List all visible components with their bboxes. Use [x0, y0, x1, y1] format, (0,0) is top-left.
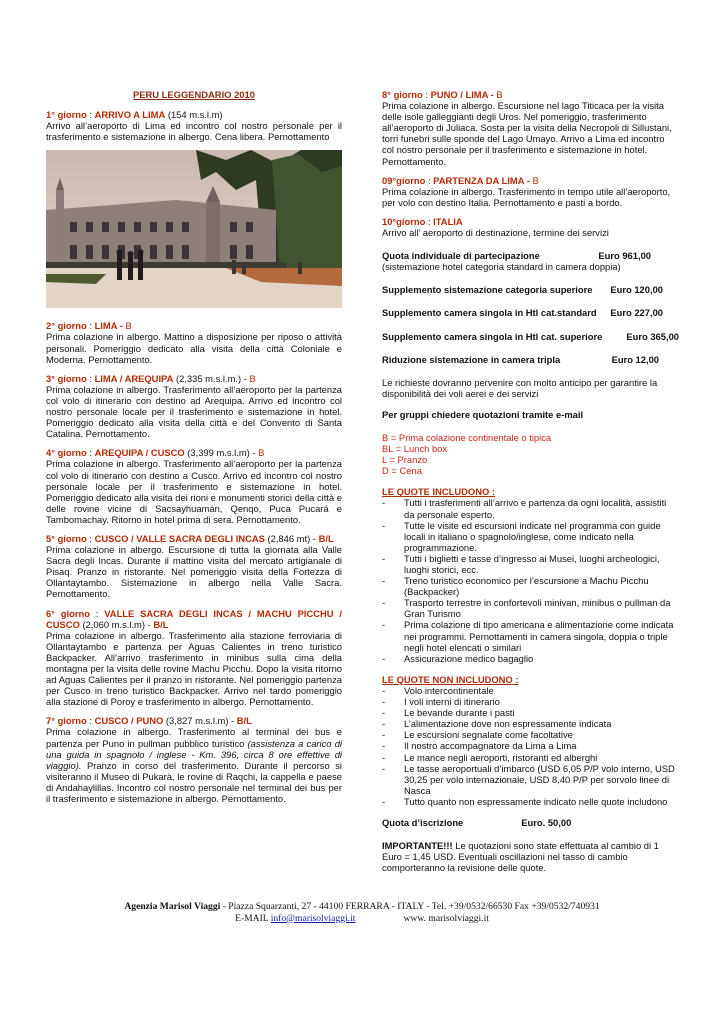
list-item: - Assicurazione medico bagaglio — [382, 653, 679, 664]
legend-item: B = Prima colazione continentale o tipica — [382, 431, 552, 443]
day-1-text: Arrivo all’aeroporto di Lima ed incontro col nostro personale per il trasferimento e sistemazione in albergo. Cena libera. Pernottamento — [46, 120, 342, 143]
list-item: - Le tasse aeroportuali d’imbarco (USD 6,05 P/P volo interno, USD 30,25 per volo internazionale, USD 8,40 P/P per sorvolo linee di Nasca — [382, 763, 679, 796]
includes-heading: LE QUOTE INCLUDONO : — [382, 486, 496, 498]
important-note: IMPORTANTE!!! Le quotazioni sono state effettuata al cambio di 1 Euro = 1,45 USD. Eventuali oscillazioni nel tasso di cambio comporteranno la revisione delle quote. — [382, 840, 659, 874]
list-item: - Le escursioni segnalate come facoltative — [382, 729, 679, 740]
day-4-text: Prima colazione in albergo. Trasferimento all’aeroporto per la partenza col volo di itinerario con destino a Cusco. Arrivo ed incontro col nostro personale locale per il trasferimento e sistemazione in hotel. Pomeriggio dedicato alla visita dei rioni e monumenti storici della città e delle rovine vicine di Sacsayhuamán, Qenqo, Puca Pucará e Tambomachay. Ritorno in hotel prima di sera. Pernottamento. — [46, 458, 342, 525]
day-4 — [46, 447, 342, 525]
email-link[interactable]: info@marisolviaggi.it — [270, 912, 356, 924]
groups-note: Per gruppi chiedere quotazioni tramite e-mail — [382, 408, 584, 420]
day-10-text: Arrivo all’ aeroporto di destinazione, termine dei servizi — [382, 227, 609, 239]
list-item: - Il nostro accompagnatore da Lima a Lima — [382, 740, 679, 751]
footer — [0, 901, 724, 924]
day-9 — [382, 175, 679, 208]
price-note: (sistemazione hotel categoria standard in camera doppia) — [382, 261, 621, 273]
day-2-text: Prima colazione in albergo. Mattino a disposizione per riposo o attività personali. Pomeriggio dedicato alla visita della città Coloniale e Moderna. Pernottamento. — [46, 331, 342, 365]
supplement-row: Supplemento sistemazione categoria superiore Euro 120,00 — [382, 284, 663, 296]
legend-item: D = Cena — [382, 465, 422, 477]
day-9-text: Prima colazione in albergo. Trasferimento in tempo utile all’aeroporto, per volo con destino Italia. Pernottamento e pasti a bordo. — [382, 185, 671, 208]
day-2-heading: 2° giorno : LIMA - B — [46, 320, 132, 332]
list-item: - I voli interni di itinerario — [382, 696, 679, 707]
includes-list — [382, 497, 679, 663]
lima-palace-photo — [46, 150, 342, 308]
day-8-heading: 8° giorno : PUNO / LIMA - B — [382, 89, 503, 100]
excludes-list — [382, 685, 679, 807]
day-5 — [46, 533, 342, 600]
day-4-heading: 4° giorno : AREQUIPA / CUSCO (3,399 m.s.l.m) - B — [46, 447, 265, 459]
day-5-text: Prima colazione in albergo. Escursione di tutta la giornata alla Valle Sacra degli Incas. Durante il mattino visita del mercato artigianale di Pisaq. Pranzo in ristorante. Nel pomeriggio visita della Fortezza di Ollantaytambo. Sistemazione in albergo nella Valle Sacra. Pernottamento. — [46, 544, 342, 600]
footer-address: Agenzia Marisol Viaggi - Piazza Squarzanti, 27 - 44100 FERRARA - ITALY - Tel. +39/0532/66530 Fax +39/0532/740931 — [124, 901, 600, 912]
day-6 — [46, 608, 342, 708]
list-item: - Volo intercontinentale — [382, 685, 679, 696]
list-item: - Tutti i biglietti e tasse d’ingresso ai Musei, luoghi archeologici, luoghi storici, ecc. — [382, 553, 679, 575]
legend-item: BL = Lunch box — [382, 443, 448, 455]
day-9-heading: 09°giorno : PARTENZA DA LIMA - B — [382, 174, 539, 186]
list-item: - Treno turistico economico per l’escursione a Machu Picchu (Backpacker) — [382, 575, 679, 597]
day-7-text: Prima colazione in albergo. Trasferimento al terminal dei bus e partenza per Puno in pullman pubblico turistico (assistenza a carico di una guida in spagnolo / inglese - Km. 396, circa 8 ore effettive di viaggio). Pranzo in corso del trasferimento. Durante il percorso si visiteranno il Museo di Pukarà, le rovine di Raqchi, la cappella e paese di Andahaylillas. Incontro col nostro personale nel terminal dei bus per il trasferimento e sistemazione in albergo. Pernottamento. — [46, 726, 342, 805]
document-title: PERU LEGGENDARIO 2010 — [133, 89, 255, 100]
price-block — [382, 250, 679, 272]
day-10 — [382, 216, 679, 238]
day-3-text: Prima colazione in albergo. Trasferimento all’aeroporto per la partenza col volo di itinerario con destino ad Arequipa. Arrivo ed incontro col nostro personale locale per il trasferimento e sistemazione in hotel. Pomeriggio dedicato alla visita della città e del Convento di Santa Catalina. Pernottamento. — [46, 383, 342, 440]
supplement-row: Riduzione sistemazione in camera tripla Euro 12,00 — [382, 353, 659, 365]
day-10-heading: 10°giorno : ITALIA — [382, 215, 463, 227]
legend-item: L = Pranzo — [382, 454, 428, 466]
website-text: www. marisolviaggi.it — [403, 912, 489, 924]
registration-fee: Quota d’iscrizione Euro. 50,00 — [382, 816, 572, 828]
day-1 — [46, 109, 342, 142]
day-6-heading: 6° giorno : VALLE SACRA DEGLI INCAS / MACHU PICCHU / CUSCO (2,060 m.s.l.m) - B/L — [46, 607, 342, 630]
lima-palace-image — [46, 150, 342, 308]
booking-note: Le richieste dovranno pervenire con molto anticipo per garantire la disponibilità dei voli aerei e dei servizi — [382, 376, 658, 399]
list-item: - Trasporto terrestre in confortevoli minivan, minibus o pullman da Gran Turismo — [382, 597, 679, 619]
day-8 — [382, 89, 679, 167]
meal-legend — [382, 432, 679, 476]
list-item: - L’alimentazione dove non espressamente indicata — [382, 718, 679, 729]
day-6-text: Prima colazione in albergo. Trasferimento alla stazione ferroviaria di Ollantaytambo e partenza per Aguas Calientes in treno turistico Backpacker. All’arrivo trasferimento in minibus sulla cima della montagna per la visita delle rovine Machu Picchu. Dopo la visita ritorno ad Aguas Calientes per il pranzo in ristorante. Nel pomeriggio partenza per Cusco in treno turistico Backpacker. Arrivo nel tardo pomeriggio alla stazione di Poroy e trasferimento in albergo. Pernottamento. — [46, 629, 342, 708]
day-8-text: Prima colazione in albergo. Escursione nel lago Titicaca per la visita delle isole galleggianti degli Uros. Nel pomeriggio, trasferimento all’aeroporto di Juliaca. Sosta per la visita della Necropoli di Sillustani, torri funebri sulle sponde del Lago Umayo. Arrivo a Lima ed incontro col nostro personale per il trasferimento e sistemazione in hotel. Pernottamento. — [382, 100, 672, 167]
list-item: - Le mance negli aeroporti, ristoranti ed alberghi — [382, 752, 679, 763]
excludes-heading: LE QUOTE NON INCLUDONO : — [382, 673, 519, 685]
right-column — [382, 89, 679, 873]
list-item: - Tutti i trasferimenti all’arrivo e partenza da ogni località, assistiti da personale esperto. — [382, 497, 679, 519]
price-row: Quota individuale di partecipazione Euro 961,00 — [382, 250, 651, 262]
list-item: - Prima colazione di tipo americana e alimentazione come indicata nei programmi. Pernottamenti in camera singola, doppia o triple negli hotel elencati o similari — [382, 619, 679, 652]
day-1-heading: 1° giorno : ARRIVO A LIMA (154 m.s.l.m) — [46, 109, 223, 121]
supplement-row: Supplemento camera singola in Htl cat.standard Euro 227,00 — [382, 307, 663, 319]
supplement-row: Supplemento camera singola in Htl cat. superiore Euro 365,00 — [382, 330, 679, 342]
left-column — [46, 89, 342, 812]
day-5-heading: 5° giorno : CUSCO / VALLE SACRA DEGLI INCAS (2,846 mt) - B/L — [46, 532, 334, 544]
day-3-heading: 3° giorno : LIMA / AREQUIPA (2,335 m.s.l.m.) - B — [46, 372, 256, 384]
day-3 — [46, 373, 342, 440]
footer-contacts: E-MAIL info@marisolviaggi.it www. marisolviaggi.it — [235, 912, 489, 924]
list-item: - Tutte le visite ed escursioni indicate nel programma con guide locali in italiano o spagnolo/inglese, come indicato nella programmazione. — [382, 520, 679, 553]
day-7-heading: 7° giorno : CUSCO / PUNO (3,827 m.s.l.m) - B/L — [46, 715, 252, 727]
list-item: - Tutto quanto non espressamente indicato nelle quote includono — [382, 796, 679, 807]
day-7 — [46, 715, 342, 804]
day-2 — [46, 320, 342, 364]
list-item: - Le bevande durante i pasti — [382, 707, 679, 718]
